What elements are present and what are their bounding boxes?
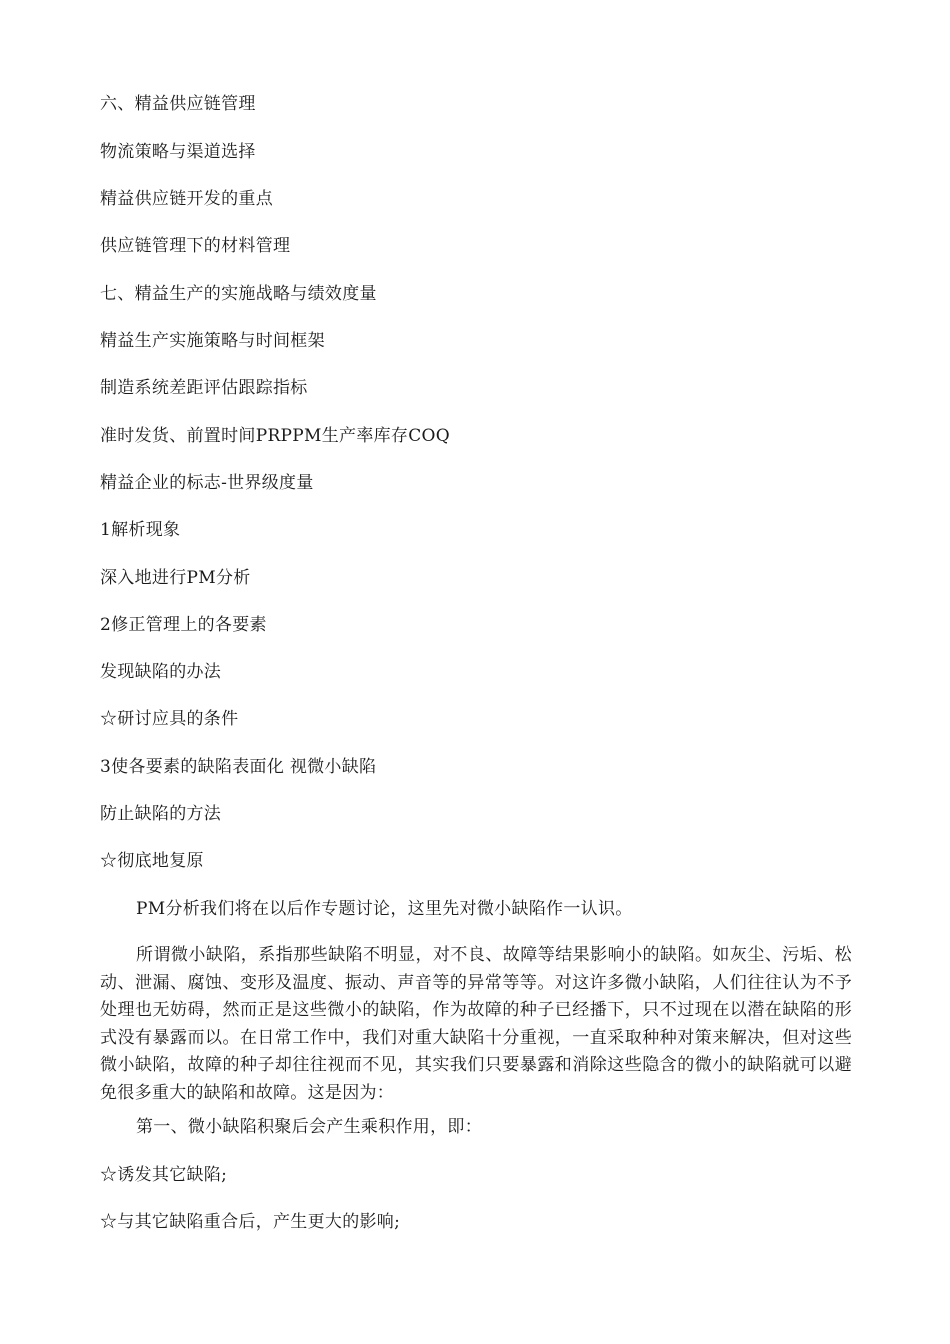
text-line: 物流策略与渠道选择 <box>100 142 256 162</box>
text-line: 深入地进行PM分析 <box>100 568 251 588</box>
text-line: 防止缺陷的方法 <box>100 804 222 824</box>
text-line: 制造系统差距评估跟踪指标 <box>100 378 308 398</box>
heading-implementation-strategy: 七、精益生产的实施战略与绩效度量 <box>100 284 377 304</box>
text-line: 2修正管理上的各要素 <box>100 615 267 635</box>
text-line: 3使各要素的缺陷表面化 视微小缺陷 <box>100 757 377 777</box>
text-line: 发现缺陷的办法 <box>100 662 222 682</box>
text-line: ☆研讨应具的条件 <box>100 709 239 729</box>
heading-lean-supply-chain: 六、精益供应链管理 <box>100 94 256 114</box>
text-line: 精益企业的标志-世界级度量 <box>100 473 314 493</box>
text-line: 精益生产实施策略与时间框架 <box>100 331 325 351</box>
paragraph: 所谓微小缺陷，系指那些缺陷不明显，对不良、故障等结果影响小的缺陷。如灰尘、污垢、松动、泄漏、腐蚀、变形及温度、振动、声音等的异常等等。对这许多微小缺陷，人们往往认为不予处理也无妨碍，然而正是这些微小的缺陷，作为故障的种子已经播下，只不过现在以潜在缺陷的形式没有暴露而以。在日常工作中，我们对重大缺陷十分重视，一直采取种种对策来解决，但对这些微小缺陷，故障的种子却往往视而不见，其实我们只要暴露和消除这些隐含的微小的缺陷就可以避免很多重大的缺陷和故障。这是因为： <box>100 945 852 1103</box>
text-line: ☆与其它缺陷重合后，产生更大的影响; <box>100 1212 401 1232</box>
text-line: 精益供应链开发的重点 <box>100 189 273 209</box>
text-line: 供应链管理下的材料管理 <box>100 236 291 256</box>
text-line: ☆彻底地复原 <box>100 851 204 871</box>
text-line: 1解析现象 <box>100 520 181 540</box>
paragraph: PM分析我们将在以后作专题讨论，这里先对微小缺陷作一认识。 <box>136 899 633 919</box>
text-line: 准时发货、前置时间PRPPM生产率库存COQ <box>100 426 451 446</box>
paragraph: 第一、微小缺陷积聚后会产生乘积作用，即： <box>136 1117 482 1137</box>
text-line: ☆诱发其它缺陷; <box>100 1165 228 1185</box>
